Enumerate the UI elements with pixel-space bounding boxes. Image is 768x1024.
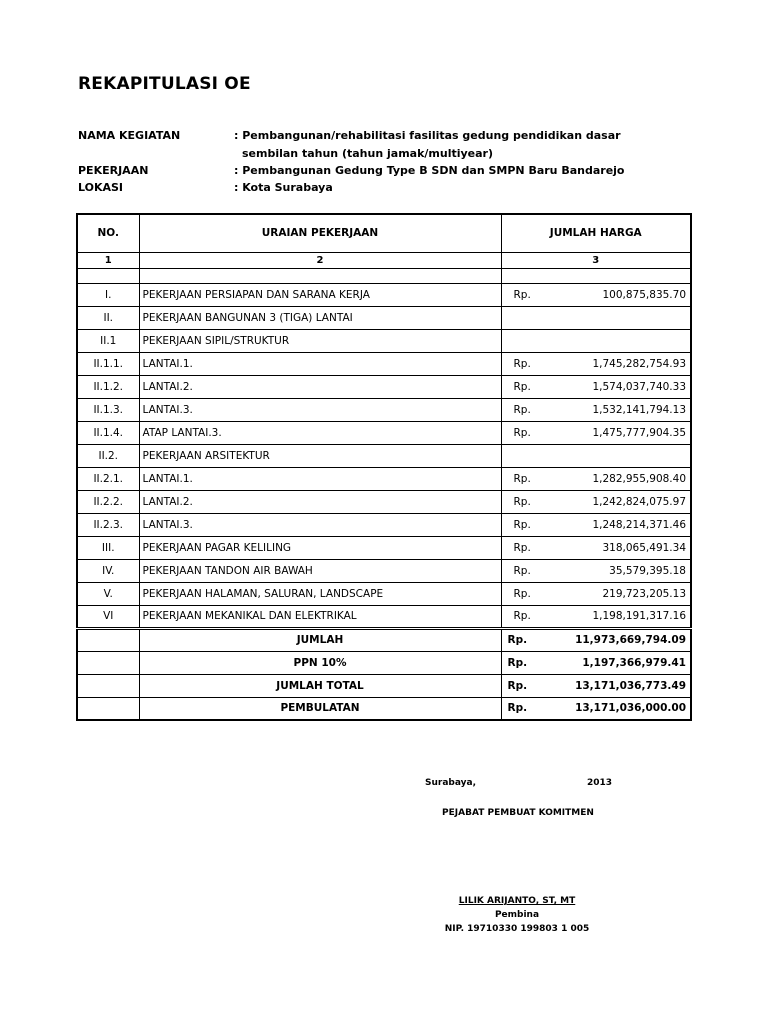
total-label: JUMLAH [139, 628, 501, 651]
row-amount: 100,875,835.70 [551, 283, 691, 306]
row-number: IV. [77, 559, 139, 582]
total-number-cell [77, 628, 139, 651]
table-header-row [77, 214, 691, 252]
row-number: II.2. [77, 444, 139, 467]
row-amount [551, 444, 691, 467]
table-row [77, 605, 691, 628]
total-row [77, 674, 691, 697]
row-number: II.2.3. [77, 513, 139, 536]
table-row [77, 444, 691, 467]
row-currency [501, 306, 551, 329]
row-amount: 1,282,955,908.40 [551, 467, 691, 490]
rekap-table [76, 213, 692, 721]
row-description: PEKERJAAN MEKANIKAL DAN ELEKTRIKAL [139, 605, 501, 628]
row-currency: Rp. [501, 375, 551, 398]
row-number: III. [77, 536, 139, 559]
row-amount: 1,242,824,075.97 [551, 490, 691, 513]
row-number: I. [77, 283, 139, 306]
signature-city: Surabaya, [425, 778, 476, 788]
document-title: REKAPITULASI OE [78, 74, 251, 94]
row-amount [551, 329, 691, 352]
row-currency: Rp. [501, 536, 551, 559]
total-amount: 13,171,036,000.00 [551, 697, 691, 720]
colnum-3: 3 [501, 252, 691, 268]
row-currency: Rp. [501, 605, 551, 628]
total-number-cell [77, 697, 139, 720]
row-description: PEKERJAAN BANGUNAN 3 (TIGA) LANTAI [139, 306, 501, 329]
row-description: LANTAI.2. [139, 490, 501, 513]
signature-name: LILIK ARIJANTO, ST, MT [458, 896, 576, 906]
row-currency [501, 444, 551, 467]
row-amount: 1,745,282,754.93 [551, 352, 691, 375]
colnum-2: 2 [139, 252, 501, 268]
total-label: PEMBULATAN [139, 697, 501, 720]
total-number-cell [77, 674, 139, 697]
total-currency: Rp. [501, 628, 551, 651]
total-row [77, 651, 691, 674]
row-number: II.2.2. [77, 490, 139, 513]
pekerjaan-value: : Pembangunan Gedung Type B SDN dan SMPN Baru Bandarejo [234, 164, 625, 177]
row-currency: Rp. [501, 421, 551, 444]
row-currency: Rp. [501, 490, 551, 513]
item-rows [77, 283, 691, 628]
row-amount [551, 306, 691, 329]
row-description: LANTAI.2. [139, 375, 501, 398]
total-currency: Rp. [501, 651, 551, 674]
row-description: LANTAI.3. [139, 398, 501, 421]
header-uraian: URAIAN PEKERJAAN [139, 214, 501, 252]
table-row [77, 398, 691, 421]
row-description: PEKERJAAN PAGAR KELILING [139, 536, 501, 559]
table-row [77, 559, 691, 582]
table-row [77, 582, 691, 605]
total-currency: Rp. [501, 674, 551, 697]
total-amount: 1,197,366,979.41 [551, 651, 691, 674]
row-amount: 35,579,395.18 [551, 559, 691, 582]
table-row [77, 329, 691, 352]
column-number-row [77, 252, 691, 268]
total-currency: Rp. [501, 697, 551, 720]
row-description: LANTAI.3. [139, 513, 501, 536]
row-description: LANTAI.1. [139, 467, 501, 490]
table-row [77, 536, 691, 559]
signature-position: PEJABAT PEMBUAT KOMITMEN [442, 808, 594, 818]
row-currency: Rp. [501, 398, 551, 421]
signature-year: 2013 [587, 778, 613, 788]
row-number: II.1 [77, 329, 139, 352]
row-amount: 318,065,491.34 [551, 536, 691, 559]
total-amount: 11,973,669,794.09 [551, 628, 691, 651]
header-jumlah: JUMLAH HARGA [501, 214, 691, 252]
nama-kegiatan-label: NAMA KEGIATAN [78, 129, 181, 142]
row-amount: 1,198,191,317.16 [551, 605, 691, 628]
row-currency: Rp. [501, 352, 551, 375]
row-description: PEKERJAAN SIPIL/STRUKTUR [139, 329, 501, 352]
row-number: II.1.1. [77, 352, 139, 375]
total-amount: 13,171,036,773.49 [551, 674, 691, 697]
row-description: ATAP LANTAI.3. [139, 421, 501, 444]
row-currency: Rp. [501, 283, 551, 306]
total-label: JUMLAH TOTAL [139, 674, 501, 697]
pekerjaan-label: PEKERJAAN [78, 164, 149, 177]
row-number: II.1.2. [77, 375, 139, 398]
row-description: LANTAI.1. [139, 352, 501, 375]
row-currency: Rp. [501, 467, 551, 490]
table-row [77, 306, 691, 329]
total-row [77, 628, 691, 651]
row-description: PEKERJAAN TANDON AIR BAWAH [139, 559, 501, 582]
row-number: II.1.4. [77, 421, 139, 444]
row-currency: Rp. [501, 513, 551, 536]
total-number-cell [77, 651, 139, 674]
table-row [77, 283, 691, 306]
table-row [77, 352, 691, 375]
signature-nip: NIP. 19710330 199803 1 005 [444, 924, 590, 934]
colnum-1: 1 [77, 252, 139, 268]
total-rows [77, 628, 691, 720]
row-number: V. [77, 582, 139, 605]
row-number: II.1.3. [77, 398, 139, 421]
lokasi-label: LOKASI [78, 181, 124, 194]
lokasi-value: : Kota Surabaya [234, 181, 333, 194]
row-amount: 1,574,037,740.33 [551, 375, 691, 398]
row-amount: 1,532,141,794.13 [551, 398, 691, 421]
nama-kegiatan-value: : Pembangunan/rehabilitasi fasilitas gedung pendidikan dasar [234, 129, 621, 142]
table-row [77, 490, 691, 513]
header-no: NO. [77, 214, 139, 252]
total-label: PPN 10% [139, 651, 501, 674]
row-description: PEKERJAAN PERSIAPAN DAN SARANA KERJA [139, 283, 501, 306]
table-row [77, 513, 691, 536]
row-number: VI [77, 605, 139, 628]
row-number: II. [77, 306, 139, 329]
signature-rank: Pembina [494, 910, 540, 920]
spacer-row [77, 268, 691, 283]
nama-kegiatan-continuation: sembilan tahun (tahun jamak/multiyear) [242, 147, 494, 160]
row-currency [501, 329, 551, 352]
table-row [77, 467, 691, 490]
row-amount: 1,475,777,904.35 [551, 421, 691, 444]
table-row [77, 375, 691, 398]
table-row [77, 421, 691, 444]
row-amount: 219,723,205.13 [551, 582, 691, 605]
row-currency: Rp. [501, 559, 551, 582]
row-currency: Rp. [501, 582, 551, 605]
row-amount: 1,248,214,371.46 [551, 513, 691, 536]
total-row [77, 697, 691, 720]
row-description: PEKERJAAN ARSITEKTUR [139, 444, 501, 467]
row-description: PEKERJAAN HALAMAN, SALURAN, LANDSCAPE [139, 582, 501, 605]
row-number: II.2.1. [77, 467, 139, 490]
